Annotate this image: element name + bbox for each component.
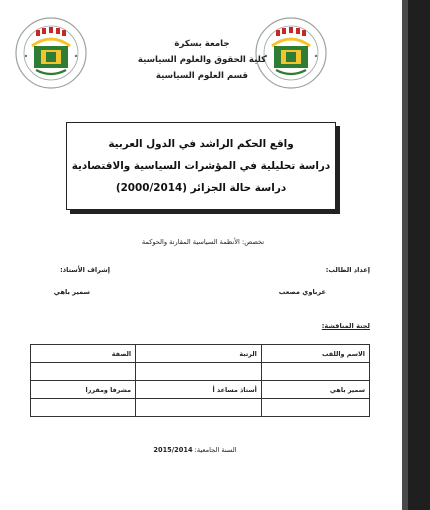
table-cell: سمير باهي — [261, 381, 369, 399]
department-name: قسم العلوم السياسية — [155, 71, 249, 81]
table-cell — [136, 399, 262, 417]
table-cell — [136, 363, 262, 381]
table-cell — [261, 399, 369, 417]
university-name: جامعة بسكرة — [174, 39, 230, 49]
table-cell: أستاذ مساعد أ — [136, 381, 262, 399]
academic-year-value: 2015/2014 — [153, 446, 193, 454]
table-row — [31, 363, 370, 381]
page-shadow-edge — [402, 0, 408, 510]
table-header-role: الصفة — [31, 345, 136, 363]
academic-year-line — [120, 446, 270, 454]
table-cell — [31, 363, 136, 381]
committee-table — [30, 344, 370, 417]
thesis-title-box — [66, 122, 336, 210]
table-row — [31, 381, 370, 399]
table-cell — [261, 363, 369, 381]
faculty-name: كلية الحقوق والعلوم السياسية — [137, 55, 267, 65]
table-header-rank: الرتبة — [136, 345, 262, 363]
committee-heading: لجنة المناقشة: — [321, 322, 370, 330]
supervisor-name: سمير باهي — [53, 288, 90, 296]
supervisor-label: إشراف الأستاذ: — [60, 266, 110, 274]
student-label: إعداد الطالب: — [325, 266, 370, 274]
table-header-name: الاسم واللقب — [261, 345, 369, 363]
specialization-line — [108, 238, 298, 246]
thesis-title-line-1: واقع الحكم الراشد في الدول العربية — [108, 138, 294, 150]
thesis-title-line-3: دراسة حالة الجزائر (2000/2014) — [115, 182, 287, 194]
specialization-label: تخصص: — [241, 238, 265, 246]
table-header-row — [31, 345, 370, 363]
table-row — [31, 399, 370, 417]
university-seal-icon — [14, 16, 88, 90]
institution-header — [118, 36, 286, 84]
table-cell — [31, 399, 136, 417]
academic-year-label: السنة الجامعية: — [194, 446, 237, 454]
specialization-value: الأنظمة السياسية المقارنة والحوكمة — [141, 238, 240, 246]
student-name: عرباوي مصعب — [278, 288, 326, 296]
table-cell: مشرفا ومقررا — [31, 381, 136, 399]
thesis-title-line-2: دراسة تحليلية في المؤشرات السياسية والاقتصادية — [71, 160, 331, 172]
